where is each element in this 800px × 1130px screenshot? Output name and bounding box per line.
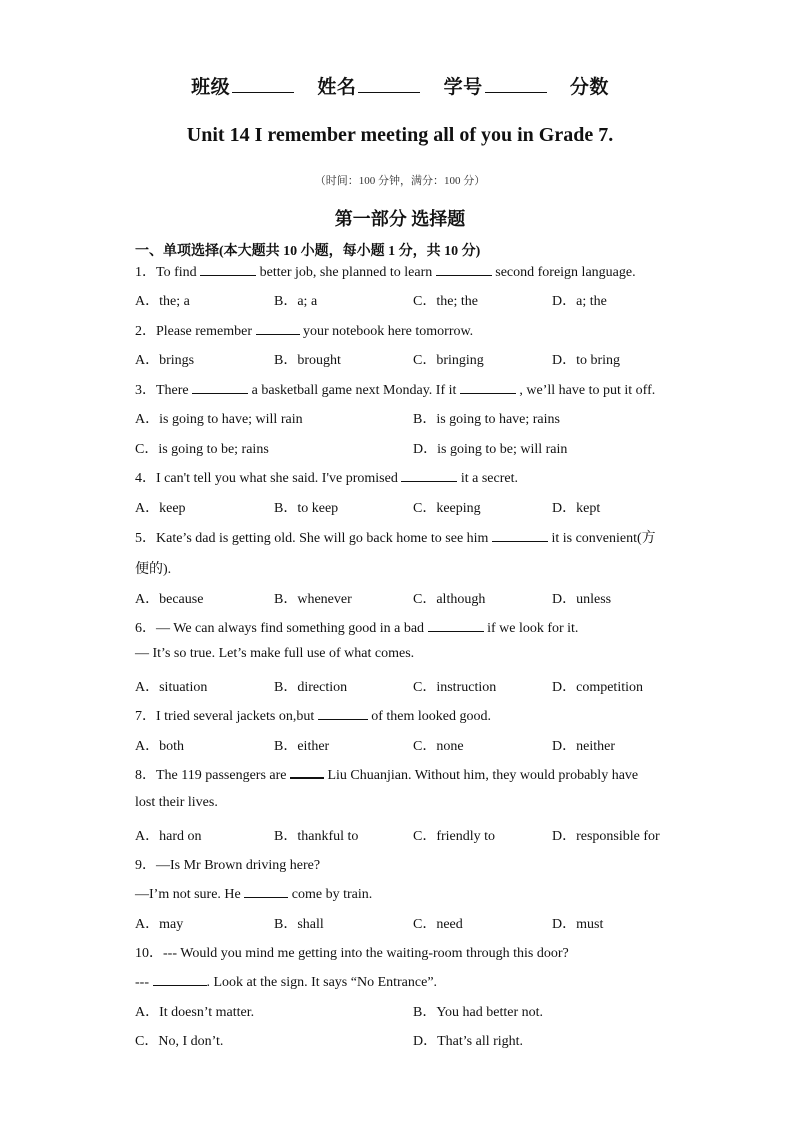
question-10-reply: --- . Look at the sign. It says “No Entrance”. xyxy=(135,972,437,991)
option-b: B．thankful to xyxy=(274,829,359,844)
question-8-continued: lost their lives. xyxy=(135,795,218,810)
option-a: A．It doesn’t matter. xyxy=(135,1005,255,1020)
option-d: D．competition xyxy=(552,680,643,695)
answer-blank xyxy=(428,618,484,632)
option-c: C．bringing xyxy=(413,353,484,368)
option-a: A．is going to have; will rain xyxy=(135,412,303,427)
student-info-line xyxy=(0,72,800,99)
question-3: 3．There a basketball game next Monday. If it , we’ll have to put it off. xyxy=(135,379,655,399)
option-d: D．a; the xyxy=(552,294,607,309)
option-d: D．That’s all right. xyxy=(413,1034,524,1049)
answer-blank xyxy=(436,262,492,276)
answer-blank xyxy=(200,262,256,276)
question-9: 9．—Is Mr Brown driving here? xyxy=(135,858,321,873)
option-a: A．because xyxy=(135,592,204,607)
answer-blank xyxy=(192,380,248,394)
answer-blank xyxy=(244,884,288,898)
question-9-reply: —I’m not sure. He come by train. xyxy=(135,884,372,903)
answer-blank xyxy=(318,706,368,720)
answer-blank xyxy=(460,380,516,394)
option-d: D．to bring xyxy=(552,353,621,368)
name-blank xyxy=(358,76,420,93)
question-7: 7．I tried several jackets on,but of them looked good. xyxy=(135,705,491,725)
option-c: C．No, I don’t. xyxy=(135,1034,224,1049)
question-6: 6．— We can always find something good in a bad if we look for it. xyxy=(135,617,578,637)
answer-blank xyxy=(492,528,548,542)
student-id-field: 学号 xyxy=(444,72,547,99)
class-field: 班级 xyxy=(191,72,294,99)
question-6-reply: — It’s so true. Let’s make full use of what comes. xyxy=(135,646,415,661)
section-title: 一、单项选择(本大题共 10 小题，每小题 1 分，共 10 分) xyxy=(135,244,481,259)
option-d: D．kept xyxy=(552,501,601,516)
question-5: 5．Kate’s dad is getting old. She will go back home to see him it is convenient(方 xyxy=(135,527,656,547)
option-a: A．both xyxy=(135,739,184,754)
option-c: C．although xyxy=(413,592,486,607)
answer-blank xyxy=(290,764,324,779)
class-blank xyxy=(232,76,294,93)
option-b: B．whenever xyxy=(274,592,352,607)
option-c: C．keeping xyxy=(413,501,481,516)
option-b: B．is going to have; rains xyxy=(413,412,560,427)
option-d: D．is going to be; will rain xyxy=(413,442,568,457)
question-10: 10．--- Would you mind me getting into the waiting-room through this door? xyxy=(135,946,569,961)
option-b: B．direction xyxy=(274,680,348,695)
option-b: B．to keep xyxy=(274,501,339,516)
option-a: A．the; a xyxy=(135,294,190,309)
option-a: A．hard on xyxy=(135,829,202,844)
option-c: C．the; the xyxy=(413,294,478,309)
option-c: C．none xyxy=(413,739,464,754)
option-d: D．neither xyxy=(552,739,615,754)
option-c: C．instruction xyxy=(413,680,497,695)
question-1: 1．To find better job, she planned to learn second foreign language. xyxy=(135,261,636,281)
option-b: B．a; a xyxy=(274,294,318,309)
score-field: 分数 xyxy=(569,77,609,98)
question-4: 4．I can't tell you what she said. I've promised it a secret. xyxy=(135,467,518,487)
option-b: B．You had better not. xyxy=(413,1005,544,1020)
option-d: D．responsible for xyxy=(552,829,660,844)
option-a: A．may xyxy=(135,917,184,932)
option-b: B．brought xyxy=(274,353,341,368)
question-2: 2．Please remember your notebook here tomorrow. xyxy=(135,320,473,340)
answer-blank xyxy=(401,468,457,482)
name-field: 姓名 xyxy=(317,72,420,99)
answer-blank xyxy=(256,321,300,335)
option-d: D．must xyxy=(552,917,604,932)
part-title: 第一部分 选择题 xyxy=(334,209,466,229)
option-c: C．need xyxy=(413,917,463,932)
option-a: A．brings xyxy=(135,353,195,368)
option-b: B．shall xyxy=(274,917,324,932)
answer-blank xyxy=(153,972,207,986)
option-d: D．unless xyxy=(552,592,612,607)
option-a: A．situation xyxy=(135,680,208,695)
option-a: A．keep xyxy=(135,501,186,516)
option-b: B．either xyxy=(274,739,330,754)
option-c: C．friendly to xyxy=(413,829,496,844)
question-5-continued: 便的). xyxy=(135,562,172,577)
id-blank xyxy=(485,76,547,93)
question-8: 8．The 119 passengers are Liu Chuanjian. Without him, they would probably have xyxy=(135,764,638,784)
page-title: Unit 14 I remember meeting all of you in Grade 7. xyxy=(186,124,614,146)
exam-timing: （时间：100 分钟，满分：100 分） xyxy=(314,175,486,187)
option-c: C．is going to be; rains xyxy=(135,442,269,457)
